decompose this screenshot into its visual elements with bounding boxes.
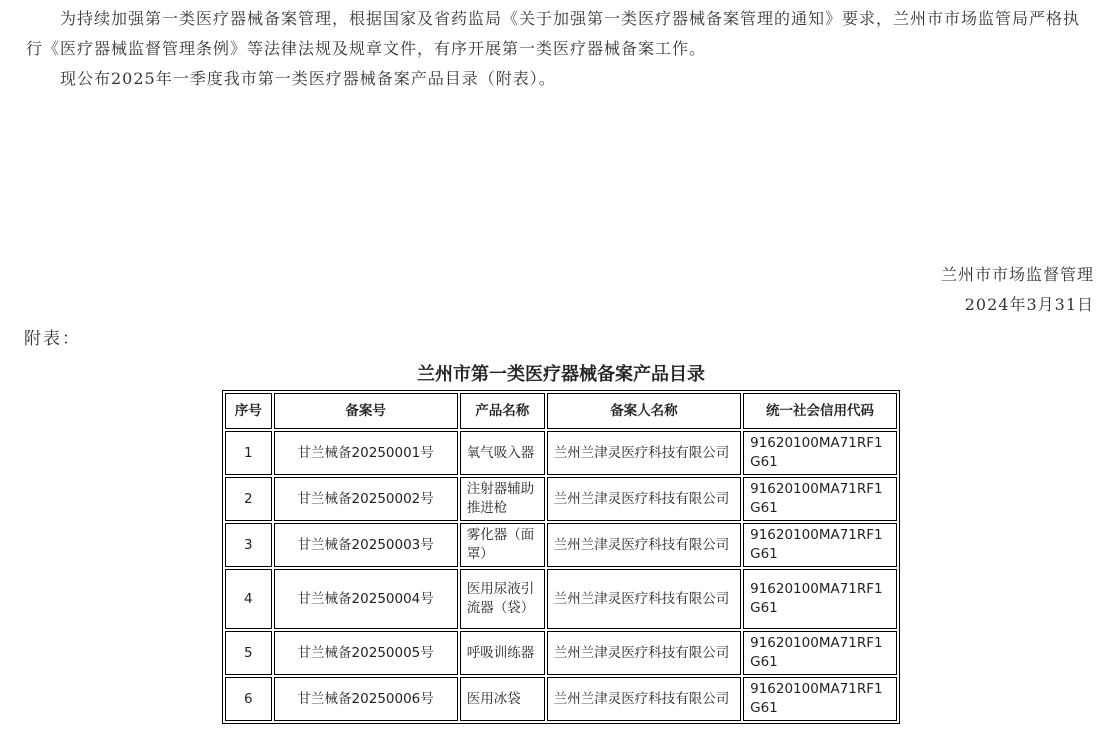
cell-record-number: 甘兰械备20250003号	[274, 523, 458, 567]
table-row	[225, 631, 897, 675]
cell-record-number: 甘兰械备20250005号	[274, 631, 458, 675]
cell-registrant-name: 兰州兰津灵医疗科技有限公司	[547, 569, 741, 629]
attachment-label: 附表：	[24, 329, 81, 349]
cell-credit-code: 91620100MA71RF1G61	[743, 477, 897, 521]
cell-record-number: 甘兰械备20250006号	[274, 677, 458, 721]
cell-product-name: 注射器辅助推进枪	[460, 477, 545, 521]
cell-credit-code: 91620100MA71RF1G61	[743, 523, 897, 567]
cell-record-number: 甘兰械备20250002号	[274, 477, 458, 521]
table-row	[225, 523, 897, 567]
cell-index: 3	[225, 523, 272, 567]
table-row	[225, 477, 897, 521]
header-product-name: 产品名称	[460, 393, 545, 429]
cell-record-number: 甘兰械备20250001号	[274, 431, 458, 475]
cell-index: 1	[225, 431, 272, 475]
cell-product-name: 呼吸训练器	[460, 631, 545, 675]
cell-credit-code: 91620100MA71RF1G61	[743, 569, 897, 629]
catalog-table	[222, 390, 900, 724]
table-row	[225, 431, 897, 475]
cell-index: 2	[225, 477, 272, 521]
cell-registrant-name: 兰州兰津灵医疗科技有限公司	[547, 631, 741, 675]
cell-index: 4	[225, 569, 272, 629]
cell-credit-code: 91620100MA71RF1G61	[743, 631, 897, 675]
header-index: 序号	[225, 393, 272, 429]
cell-product-name: 医用冰袋	[460, 677, 545, 721]
cell-registrant-name: 兰州兰津灵医疗科技有限公司	[547, 431, 741, 475]
signature-date: 2024年3月31日	[964, 295, 1094, 314]
signature-org: 兰州市市场监督管理	[940, 265, 1094, 284]
cell-record-number: 甘兰械备20250004号	[274, 569, 458, 629]
cell-index: 5	[225, 631, 272, 675]
cell-product-name: 医用尿液引流器（袋）	[460, 569, 545, 629]
notice-paragraph-1: 为持续加强第一类医疗器械备案管理，根据国家及省药监局《关于加强第一类医疗器械备案管理的通知》要求，兰州市市场监管局严格执行《医疗器械监督管理条例》等法律法规及规章文件，有序开展第一类医疗器械备案工作。	[26, 9, 1081, 58]
cell-product-name: 雾化器（面罩）	[460, 523, 545, 567]
cell-registrant-name: 兰州兰津灵医疗科技有限公司	[547, 677, 741, 721]
cell-registrant-name: 兰州兰津灵医疗科技有限公司	[547, 477, 741, 521]
cell-registrant-name: 兰州兰津灵医疗科技有限公司	[547, 523, 741, 567]
table-header-row	[225, 393, 897, 429]
header-credit-code: 统一社会信用代码	[743, 393, 897, 429]
cell-index: 6	[225, 677, 272, 721]
notice-paragraph-2: 现公布2025年一季度我市第一类医疗器械备案产品目录（附表）。	[60, 69, 556, 88]
header-registrant-name: 备案人名称	[547, 393, 741, 429]
table-row	[225, 569, 897, 629]
cell-credit-code: 91620100MA71RF1G61	[743, 431, 897, 475]
cell-product-name: 氧气吸入器	[460, 431, 545, 475]
header-record-number: 备案号	[274, 393, 458, 429]
cell-credit-code: 91620100MA71RF1G61	[743, 677, 897, 721]
table-row	[225, 677, 897, 721]
table-title: 兰州市第一类医疗器械备案产品目录	[417, 364, 705, 385]
